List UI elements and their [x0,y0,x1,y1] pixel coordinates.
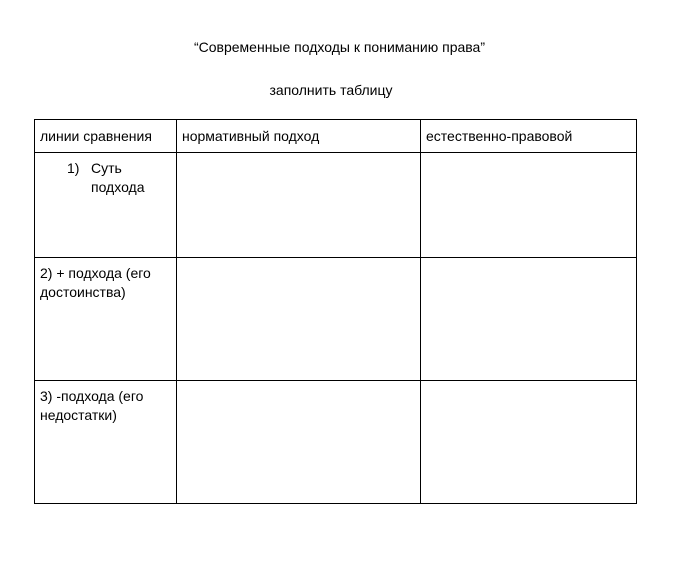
table-cell-empty [177,153,421,258]
row-label-text: Суть подхода [91,160,145,195]
table-row [35,381,637,504]
header-normative-approach: нормативный подход [177,120,421,153]
row-number: 1) [67,160,80,176]
row-label-essence [35,153,177,258]
table-row [35,153,637,258]
table-cell-empty [421,381,637,504]
row-label-disadvantages: 3) -подхода (его недостатки) [35,381,177,504]
document-instruction: заполнить таблицу [269,82,393,98]
table-row [35,258,637,381]
table-cell-empty [421,153,637,258]
header-comparison-lines: линии сравнения [35,120,177,153]
table-cell-empty [177,381,421,504]
table-cell-empty [177,258,421,381]
document-title: “Современные подходы к пониманию права” [193,39,486,55]
table-cell-empty [421,258,637,381]
header-natural-law-approach: естественно-правовой [421,120,637,153]
table-header-row [35,120,637,153]
row-label-advantages: 2) + подхода (его достоинства) [35,258,177,381]
comparison-table [34,119,637,504]
